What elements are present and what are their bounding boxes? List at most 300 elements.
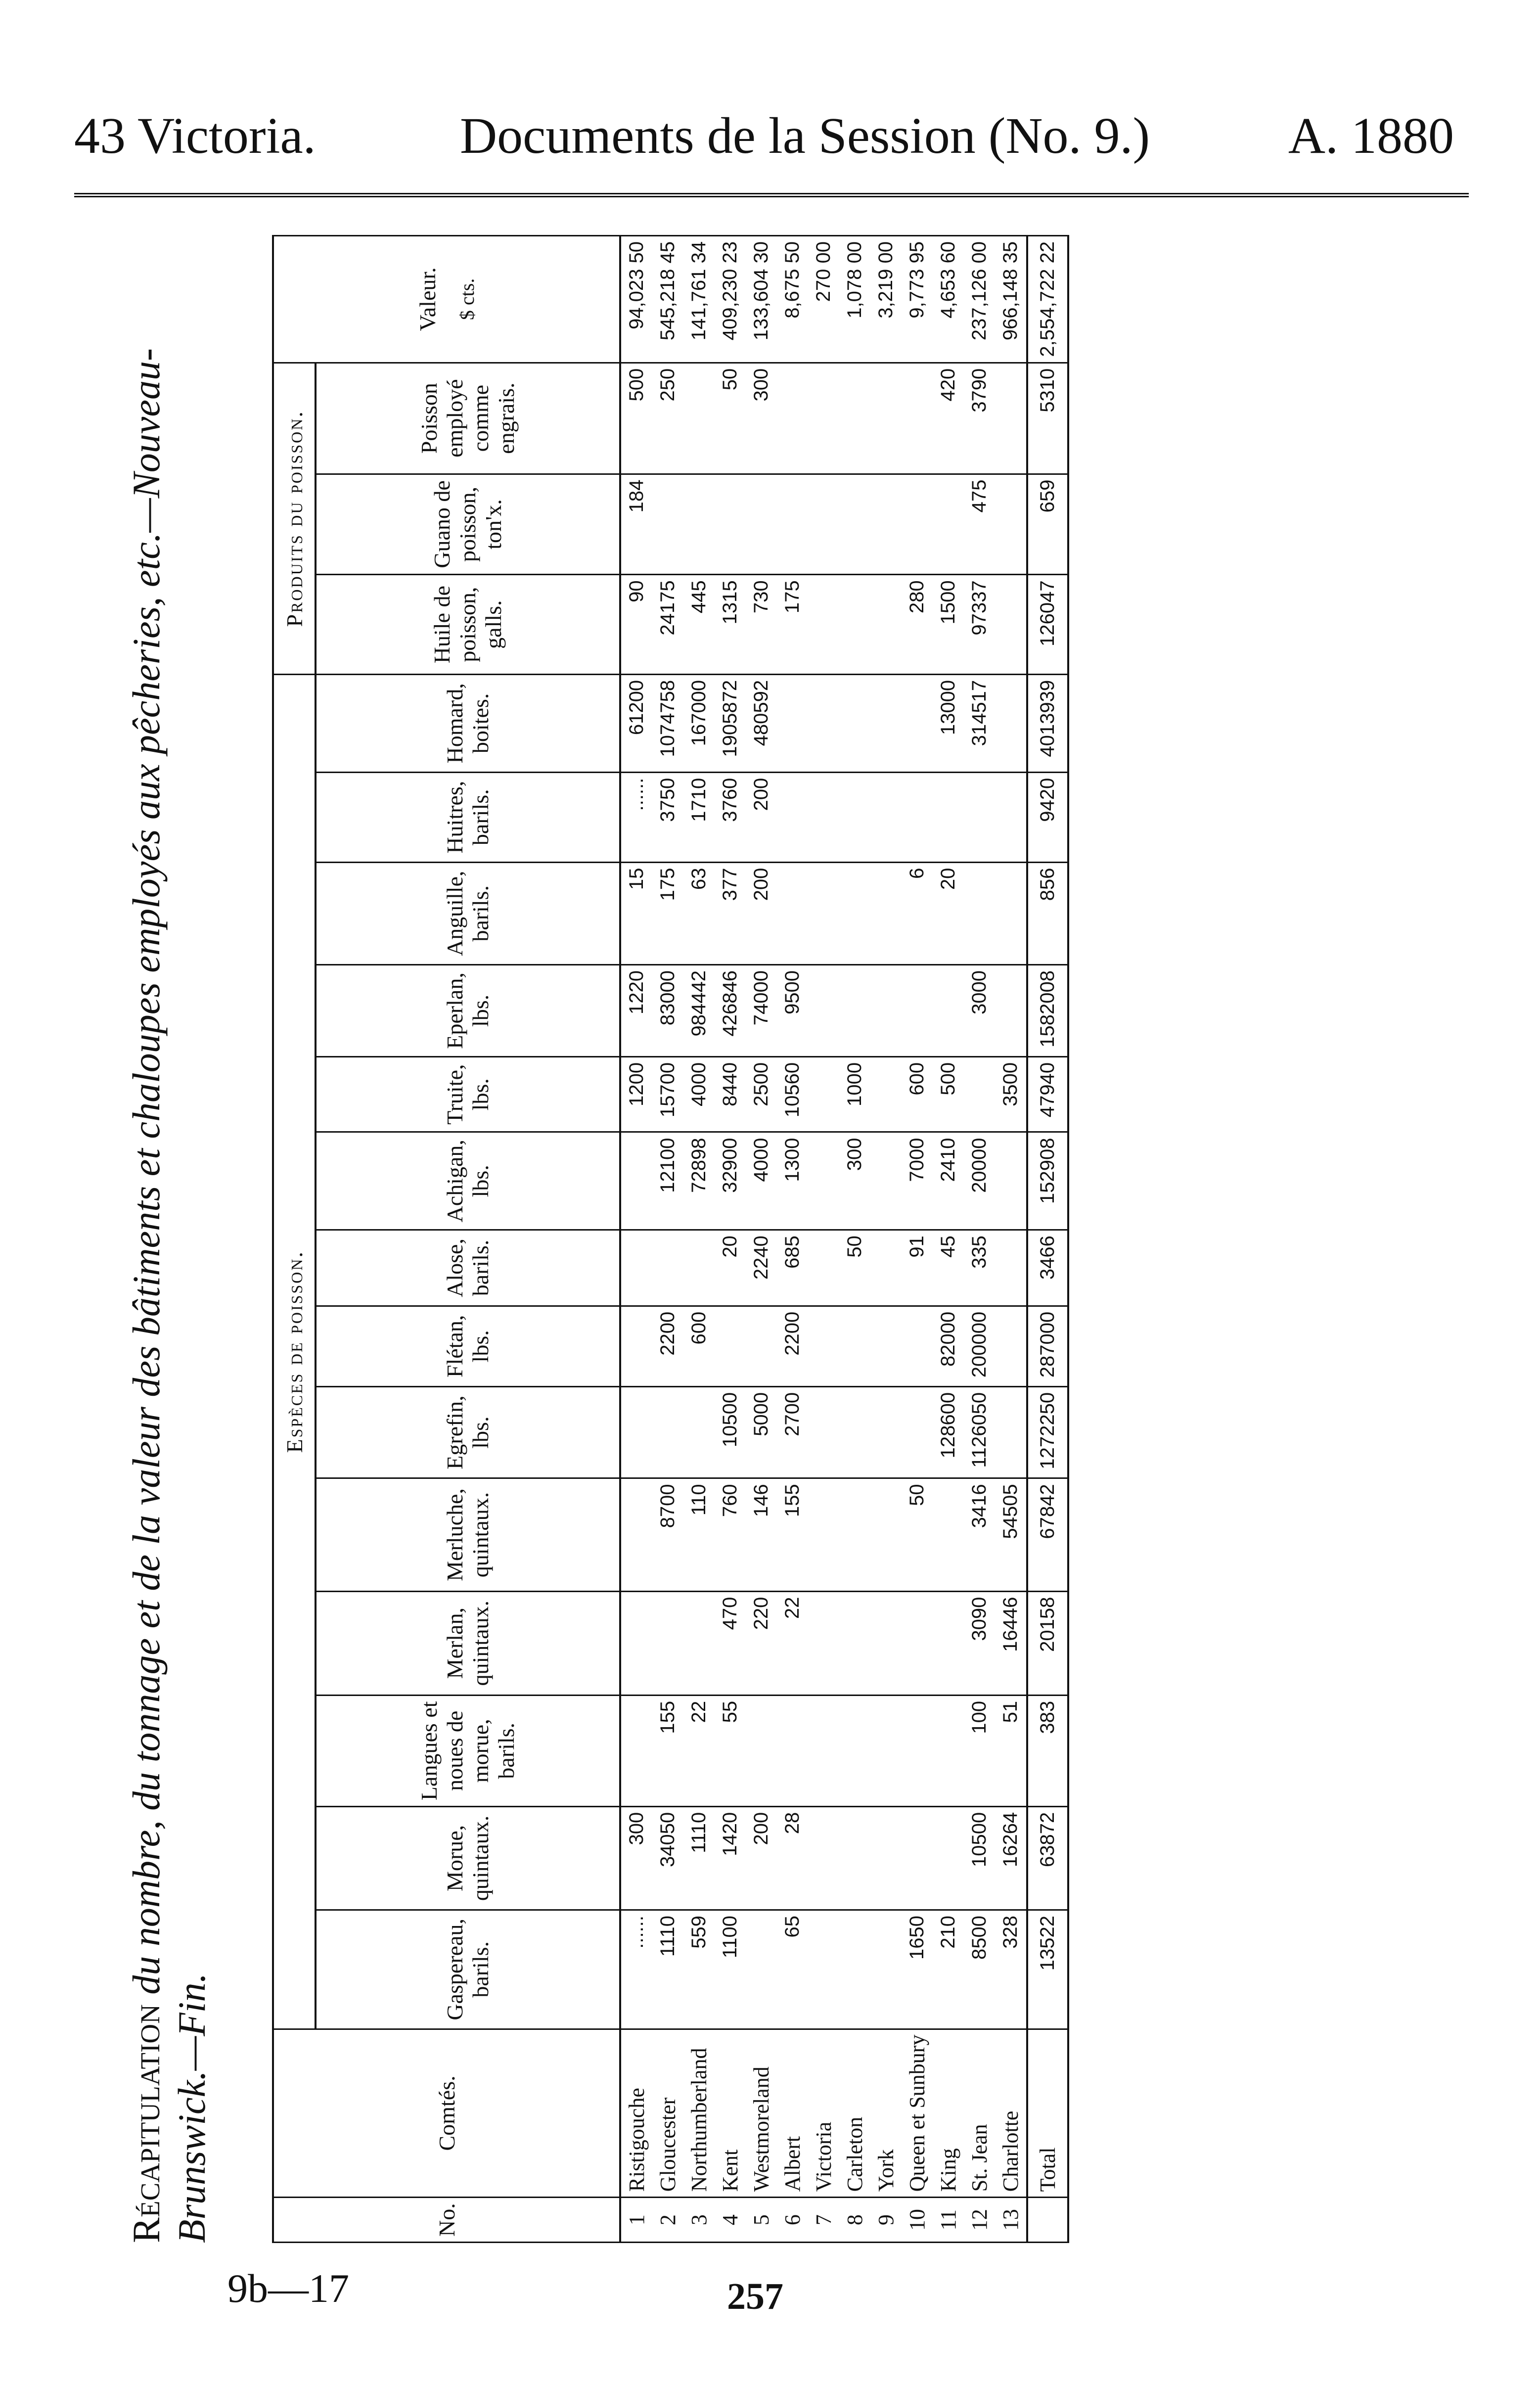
value-cell: 2,554,722 22 — [1027, 236, 1068, 363]
table-cell: 1200 — [620, 1056, 652, 1132]
table-row — [933, 236, 964, 2243]
table-cell — [746, 1910, 777, 2029]
table-cell: 152908 — [1027, 1132, 1068, 1230]
county-name: Albert — [777, 2029, 808, 2198]
header-session: 43 Victoria. — [74, 107, 316, 164]
value-cell: 133,604 30 — [746, 236, 777, 363]
product-column-header: Poisson employé comme engrais. — [316, 363, 620, 474]
table-cell: 15 — [620, 862, 652, 964]
table-cell — [715, 1306, 746, 1386]
table-row — [964, 236, 995, 2243]
table-cell: 1300 — [777, 1132, 808, 1230]
table-cell: 155 — [777, 1478, 808, 1591]
table-cell: 2410 — [933, 1132, 964, 1230]
table-cell — [902, 674, 933, 772]
table-cell — [652, 474, 683, 575]
value-cell: 94,023 50 — [620, 236, 652, 363]
table-cell — [839, 1306, 870, 1386]
county-name: Gloucester — [652, 2029, 683, 2198]
table-cell — [683, 1230, 715, 1306]
table-cell — [933, 1478, 964, 1591]
table-cell: 15700 — [652, 1056, 683, 1132]
county-name: York — [870, 2029, 902, 2198]
table-cell: 383 — [1027, 1695, 1068, 1806]
table-cell: 65 — [777, 1910, 808, 2029]
table-cell — [777, 363, 808, 474]
table-cell: 600 — [683, 1306, 715, 1386]
table-cell: 22 — [683, 1695, 715, 1806]
table-cell: 445 — [683, 575, 715, 675]
total-row — [1027, 236, 1068, 2243]
table-cell — [995, 1386, 1027, 1478]
table-cell: 200 — [746, 862, 777, 964]
row-number: 4 — [715, 2198, 746, 2243]
table-cell: 126047 — [1027, 575, 1068, 675]
species-column-header: Achigan, lbs. — [316, 1132, 620, 1230]
county-name: Victoria — [808, 2029, 839, 2198]
table-cell — [746, 474, 777, 575]
table-cell: 4000 — [746, 1132, 777, 1230]
species-column-header: Truite, lbs. — [316, 1056, 620, 1132]
county-name: Ristigouche — [620, 2029, 652, 2198]
table-cell: 1905872 — [715, 674, 746, 772]
table-cell: 5310 — [1027, 363, 1068, 474]
table-cell — [746, 1306, 777, 1386]
table-cell: 559 — [683, 1910, 715, 2029]
table-cell: 20158 — [1027, 1591, 1068, 1695]
table-cell: 12100 — [652, 1132, 683, 1230]
table-cell — [808, 1806, 839, 1910]
table-cell: 4000 — [683, 1056, 715, 1132]
table-cell — [995, 575, 1027, 675]
table-cell — [839, 964, 870, 1056]
value-cell: 141,761 34 — [683, 236, 715, 363]
row-number: 3 — [683, 2198, 715, 2243]
table-cell — [808, 1056, 839, 1132]
table-cell — [683, 1591, 715, 1695]
table-cell: 200 — [746, 772, 777, 862]
table-cell — [620, 1386, 652, 1478]
table-cell — [995, 1306, 1027, 1386]
species-column-header: Huitres, barils. — [316, 772, 620, 862]
table-cell: 2200 — [652, 1306, 683, 1386]
table-cell: 685 — [777, 1230, 808, 1306]
page-header — [74, 106, 1454, 176]
table-cell — [933, 772, 964, 862]
table-cell: 500 — [933, 1056, 964, 1132]
table-cell: 175 — [652, 862, 683, 964]
table-cell — [808, 1478, 839, 1591]
table-cell: 500 — [620, 363, 652, 474]
table-cell — [902, 1695, 933, 1806]
value-units: $ cts. — [456, 278, 478, 321]
table-cell: 91 — [902, 1230, 933, 1306]
table-row — [870, 236, 902, 2243]
table-cell — [683, 474, 715, 575]
table-cell — [902, 1591, 933, 1695]
table-cell: 5000 — [746, 1386, 777, 1478]
table-cell: 10500 — [715, 1386, 746, 1478]
table-cell: 1420 — [715, 1806, 746, 1910]
header-title: Documents de la Session (No. 9.) — [460, 107, 1150, 164]
table-cell: 760 — [715, 1478, 746, 1591]
table-cell: 2200 — [777, 1306, 808, 1386]
table-cell: 50 — [839, 1230, 870, 1306]
table-cell: 54505 — [995, 1478, 1027, 1591]
table-cell: 984442 — [683, 964, 715, 1056]
table-cell — [839, 474, 870, 575]
table-cell: 7000 — [902, 1132, 933, 1230]
table-cell: 1220 — [620, 964, 652, 1056]
table-cell: 20 — [933, 862, 964, 964]
table-cell — [870, 1230, 902, 1306]
recap-table — [272, 235, 1069, 2243]
table-cell — [620, 1132, 652, 1230]
value-cell: 409,230 23 — [715, 236, 746, 363]
table-row — [839, 236, 870, 2243]
table-caption — [124, 265, 215, 2243]
species-column-header: Anguille, barils. — [316, 862, 620, 964]
species-column-header: Merluche, quintaux. — [316, 1478, 620, 1591]
row-number: 8 — [839, 2198, 870, 2243]
value-cell: 270 00 — [808, 236, 839, 363]
rotated-table-block — [114, 210, 1498, 2263]
table-cell: 300 — [746, 363, 777, 474]
value-cell: 4,653 60 — [933, 236, 964, 363]
species-column-header: Gaspereau, barils. — [316, 1910, 620, 2029]
table-cell: 8700 — [652, 1478, 683, 1591]
col-county-header: Comtés. — [273, 2029, 620, 2198]
caption-lead: Récapitulation — [125, 2004, 168, 2243]
table-row — [683, 236, 715, 2243]
county-name: Kent — [715, 2029, 746, 2198]
table-cell: 24175 — [652, 575, 683, 675]
table-cell: 1126050 — [964, 1386, 995, 1478]
table-row — [777, 236, 808, 2243]
rotated-page-area — [114, 210, 1498, 2263]
table-row — [746, 236, 777, 2243]
table-cell: 10560 — [777, 1056, 808, 1132]
table-cell: 1315 — [715, 575, 746, 675]
table-cell: 287000 — [1027, 1306, 1068, 1386]
table-cell — [652, 1230, 683, 1306]
table-cell — [964, 772, 995, 862]
table-cell — [808, 772, 839, 862]
table-cell — [933, 474, 964, 575]
table-cell: 659 — [1027, 474, 1068, 575]
row-number: 12 — [964, 2198, 995, 2243]
table-row — [808, 236, 839, 2243]
table-cell: 100 — [964, 1695, 995, 1806]
value-cell: 237,126 00 — [964, 236, 995, 363]
table-cell: 51 — [995, 1695, 1027, 1806]
table-cell — [808, 1910, 839, 2029]
species-column-header: Merlan, quintaux. — [316, 1591, 620, 1695]
table-cell: 1650 — [902, 1910, 933, 2029]
county-name: Charlotte — [995, 2029, 1027, 2198]
table-cell — [902, 1306, 933, 1386]
table-cell — [870, 1056, 902, 1132]
table-cell — [808, 363, 839, 474]
table-cell — [839, 575, 870, 675]
table-cell: 328 — [995, 1910, 1027, 2029]
table-cell: 420 — [933, 363, 964, 474]
table-cell: 55 — [715, 1695, 746, 1806]
table-cell: 210 — [933, 1910, 964, 2029]
table-cell — [839, 1910, 870, 2029]
row-number: 5 — [746, 2198, 777, 2243]
table-cell — [870, 674, 902, 772]
row-number: 11 — [933, 2198, 964, 2243]
table-cell: 184 — [620, 474, 652, 575]
table-cell — [808, 1386, 839, 1478]
table-cell — [620, 1695, 652, 1806]
table-cell: 110 — [683, 1478, 715, 1591]
table-cell: 47940 — [1027, 1056, 1068, 1132]
table-row — [652, 236, 683, 2243]
product-column-header: Guano de poisson, ton'x. — [316, 474, 620, 575]
table-cell — [808, 1591, 839, 1695]
table-cell: 470 — [715, 1591, 746, 1695]
table-cell — [995, 964, 1027, 1056]
table-cell — [933, 1591, 964, 1695]
table-cell — [870, 1478, 902, 1591]
table-cell: 82000 — [933, 1306, 964, 1386]
county-name: Carleton — [839, 2029, 870, 2198]
table-cell — [808, 862, 839, 964]
table-row — [902, 236, 933, 2243]
table-cell: 10500 — [964, 1806, 995, 1910]
table-cell: 13000 — [933, 674, 964, 772]
table-cell: 50 — [715, 363, 746, 474]
table-cell: 3790 — [964, 363, 995, 474]
table-cell — [777, 474, 808, 575]
table-cell: 250 — [652, 363, 683, 474]
table-cell: 2240 — [746, 1230, 777, 1306]
table-cell: 314517 — [964, 674, 995, 772]
county-name: King — [933, 2029, 964, 2198]
table-cell: 32900 — [715, 1132, 746, 1230]
table-cell — [839, 1695, 870, 1806]
table-cell — [870, 862, 902, 964]
table-cell: 34050 — [652, 1806, 683, 1910]
table-cell — [808, 1306, 839, 1386]
table-cell — [683, 1386, 715, 1478]
table-cell — [995, 1230, 1027, 1306]
table-cell — [870, 1306, 902, 1386]
table-cell — [995, 363, 1027, 474]
species-column-header: Homard, boites. — [316, 674, 620, 772]
row-number: 7 — [808, 2198, 839, 2243]
table-cell — [777, 674, 808, 772]
table-cell: ...... — [620, 1910, 652, 2029]
row-number: 2 — [652, 2198, 683, 2243]
table-cell — [902, 772, 933, 862]
table-row — [620, 236, 652, 2243]
table-cell — [620, 1230, 652, 1306]
table-cell: 3090 — [964, 1591, 995, 1695]
table-cell — [870, 1591, 902, 1695]
table-cell — [933, 1806, 964, 1910]
table-cell — [620, 1306, 652, 1386]
value-cell: 966,148 35 — [995, 236, 1027, 363]
table-row — [715, 236, 746, 2243]
table-cell — [933, 964, 964, 1056]
table-cell: 2700 — [777, 1386, 808, 1478]
table-cell — [902, 363, 933, 474]
table-cell: 600 — [902, 1056, 933, 1132]
row-number: 13 — [995, 2198, 1027, 2243]
table-cell — [808, 474, 839, 575]
county-name: Queen et Sunbury — [902, 2029, 933, 2198]
value-cell: 8,675 50 — [777, 236, 808, 363]
table-cell — [995, 862, 1027, 964]
row-number: 6 — [777, 2198, 808, 2243]
table-cell: 730 — [746, 575, 777, 675]
table-cell: 1710 — [683, 772, 715, 862]
table-cell: 856 — [1027, 862, 1068, 964]
row-number: 10 — [902, 2198, 933, 2243]
table-cell: 1500 — [933, 575, 964, 675]
product-column-header: Huile de poisson, galls. — [316, 575, 620, 675]
table-cell: 3500 — [995, 1056, 1027, 1132]
page-number: 257 — [727, 2276, 783, 2317]
table-cell: 3750 — [652, 772, 683, 862]
table-cell — [839, 1478, 870, 1591]
table-cell: 74000 — [746, 964, 777, 1056]
table-cell — [777, 862, 808, 964]
table-cell — [808, 1132, 839, 1230]
table-cell — [995, 474, 1027, 575]
table-cell: 167000 — [683, 674, 715, 772]
table-cell: 1100 — [715, 1910, 746, 2029]
table-cell — [683, 363, 715, 474]
table-cell: 83000 — [652, 964, 683, 1056]
table-cell — [652, 1386, 683, 1478]
table-cell: 335 — [964, 1230, 995, 1306]
table-cell — [839, 1591, 870, 1695]
value-cell: 545,218 45 — [652, 236, 683, 363]
table-cell — [870, 363, 902, 474]
col-no-header: No. — [273, 2198, 620, 2243]
table-cell — [902, 964, 933, 1056]
table-cell: 146 — [746, 1478, 777, 1591]
table-cell — [870, 1386, 902, 1478]
table-cell — [995, 674, 1027, 772]
table-cell — [620, 1478, 652, 1591]
table-cell: 1582008 — [1027, 964, 1068, 1056]
table-cell: 13522 — [1027, 1910, 1068, 2029]
table-cell: 63 — [683, 862, 715, 964]
total-label: Total — [1027, 2029, 1068, 2198]
table-cell: 128600 — [933, 1386, 964, 1478]
table-cell: 3000 — [964, 964, 995, 1056]
table-cell — [620, 1591, 652, 1695]
table-cell — [870, 1910, 902, 2029]
table-cell: 300 — [839, 1132, 870, 1230]
table-cell: 2500 — [746, 1056, 777, 1132]
table-cell — [839, 772, 870, 862]
header-year: A. 1880 — [1288, 107, 1454, 164]
table-cell: 67842 — [1027, 1478, 1068, 1591]
value-cell: 9,773 95 — [902, 236, 933, 363]
species-column-header: Egrefin, lbs. — [316, 1386, 620, 1478]
table-cell — [870, 964, 902, 1056]
table-cell: 8440 — [715, 1056, 746, 1132]
table-cell: 9420 — [1027, 772, 1068, 862]
table-cell: 3466 — [1027, 1230, 1068, 1306]
table-cell — [870, 1695, 902, 1806]
table-cell: 377 — [715, 862, 746, 964]
table-cell — [808, 964, 839, 1056]
table-cell — [746, 1695, 777, 1806]
table-cell: 220 — [746, 1591, 777, 1695]
table-cell: ...... — [620, 772, 652, 862]
table-cell — [870, 575, 902, 675]
table-cell — [870, 474, 902, 575]
species-column-header: Flétan, lbs. — [316, 1306, 620, 1386]
table-cell: 475 — [964, 474, 995, 575]
table-cell: 1272250 — [1027, 1386, 1068, 1478]
table-cell: 97337 — [964, 575, 995, 675]
table-cell — [964, 1056, 995, 1132]
row-number — [1027, 2198, 1068, 2243]
value-title: Valeur. — [415, 267, 440, 331]
table-cell: 20000 — [964, 1132, 995, 1230]
table-cell: 72898 — [683, 1132, 715, 1230]
table-cell — [777, 1695, 808, 1806]
table-cell: 16264 — [995, 1806, 1027, 1910]
table-cell: 3760 — [715, 772, 746, 862]
table-cell — [995, 772, 1027, 862]
table-cell: 280 — [902, 575, 933, 675]
table-cell — [839, 1806, 870, 1910]
table-cell: 1110 — [683, 1806, 715, 1910]
col-value-header — [273, 236, 620, 363]
products-group-header: Produits du poisson. — [273, 363, 316, 674]
table-cell — [777, 772, 808, 862]
row-number: 1 — [620, 2198, 652, 2243]
table-cell — [933, 1695, 964, 1806]
table-cell — [808, 674, 839, 772]
table-cell — [839, 1386, 870, 1478]
caption-text: du nombre, du tonnage et de la valeur des bâtiments et chaloupes employés aux pêcheries, etc.—Nouveau-Brunswick.—Fin. — [125, 348, 213, 2243]
table-cell: 16446 — [995, 1591, 1027, 1695]
table-cell: 61200 — [620, 674, 652, 772]
table-cell: 22 — [777, 1591, 808, 1695]
table-cell: 50 — [902, 1478, 933, 1591]
species-column-header: Morue, quintaux. — [316, 1806, 620, 1910]
table-cell: 1000 — [839, 1056, 870, 1132]
table-cell — [808, 1230, 839, 1306]
table-cell — [964, 862, 995, 964]
table-cell: 63872 — [1027, 1806, 1068, 1910]
table-cell — [808, 1695, 839, 1806]
table-cell — [902, 1386, 933, 1478]
table-cell: 9500 — [777, 964, 808, 1056]
table-cell — [870, 772, 902, 862]
table-cell — [870, 1806, 902, 1910]
table-row — [995, 236, 1027, 2243]
table-cell: 6 — [902, 862, 933, 964]
table-body — [620, 236, 1068, 2243]
table-cell — [839, 363, 870, 474]
table-cell — [839, 674, 870, 772]
species-group-header: Espèces de poisson. — [273, 674, 316, 2029]
table-cell: 45 — [933, 1230, 964, 1306]
table-cell: 28 — [777, 1806, 808, 1910]
table-cell: 426846 — [715, 964, 746, 1056]
